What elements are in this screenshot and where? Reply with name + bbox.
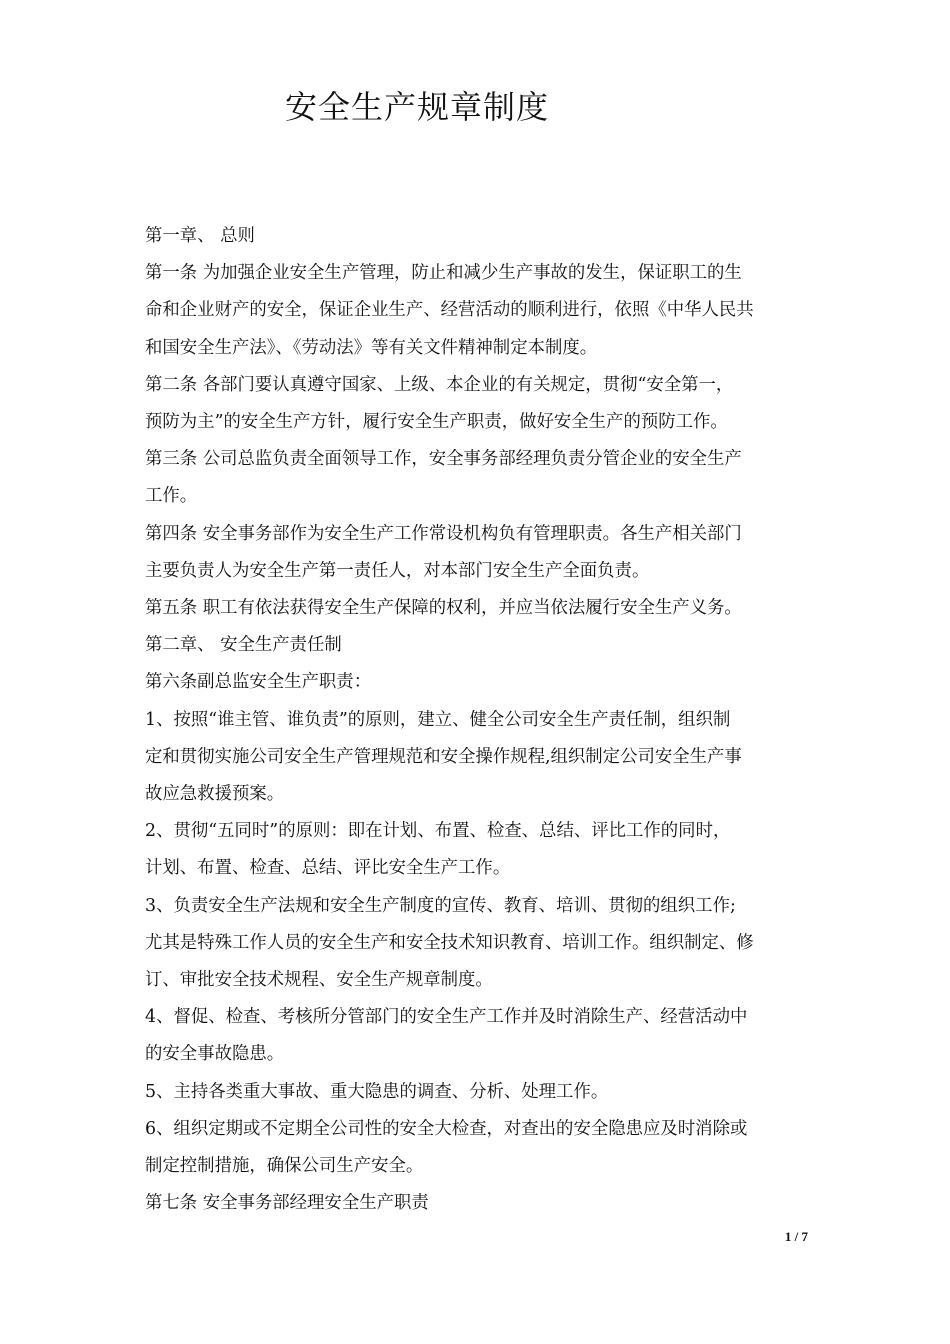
text-line: 1、按照“谁主管、谁负责”的原则，建立、健全公司安全生产责任制，组织制: [145, 709, 731, 730]
text-line: 第四条 安全事务部作为安全生产工作常设机构负有管理职责。各生产相关部门: [145, 523, 742, 544]
chapter-heading: 第二章、 安全生产责任制: [145, 635, 342, 656]
document-title: 安全生产规章制度: [285, 88, 550, 127]
chapter-heading: 第一章、 总则: [145, 226, 255, 246]
text-line: 第五条 职工有依法获得安全生产保障的权利，并应当依法履行安全生产义务。: [145, 598, 742, 619]
text-line: 命和企业财产的安全，保证企业生产、经营活动的顺利进行，依照《中华人民共: [145, 300, 754, 321]
text-line: 2、贯彻“五同时”的原则：即在计划、布置、检查、总结、评比工作的同时，: [145, 821, 731, 842]
text-line: 和国安全生产法》、《劳动法》等有关文件精神制定本制度。: [145, 337, 598, 358]
text-line: 预防为主”的安全生产方针，履行安全生产职责，做好安全生产的预防工作。: [145, 412, 728, 433]
text-line: 尤其是特殊工作人员的安全生产和安全技术知识教育、培训工作。组织制定、修: [145, 932, 754, 953]
text-line: 计划、布置、检查、总结、评比安全生产工作。: [145, 858, 511, 879]
text-line: 5、主持各类重大事故、重大隐患的调查、分析、处理工作。: [145, 1081, 609, 1102]
text-line: 定和贯彻实施公司安全生产管理规范和安全操作规程,组织制定公司安全生产事: [145, 746, 742, 767]
text-line: 第七条 安全事务部经理安全生产职责: [145, 1193, 429, 1214]
text-line: 故应急救援预案。: [145, 784, 285, 805]
text-line: 第一条 为加强企业安全生产管理，防止和减少生产事故的发生，保证职工的生: [145, 263, 742, 284]
text-line: 主要负责人为安全生产第一责任人，对本部门安全生产全面负责。: [145, 560, 650, 581]
text-line: 3、负责安全生产法规和安全生产制度的宣传、教育、培训、贯彻的组织工作;: [145, 895, 736, 916]
text-line: 第三条 公司总监负责全面领导工作，安全事务部经理负责分管企业的安全生产: [145, 449, 742, 470]
text-line: 的安全事故隐患。: [145, 1044, 285, 1065]
text-line: 6、组织定期或不定期全公司性的安全大检查，对查出的安全隐患应及时消除或: [145, 1118, 748, 1139]
document-body: [145, 218, 813, 1222]
page-number: 1 / 7: [784, 1229, 808, 1244]
text-line: 第二条 各部门要认真遵守国家、上级、本企业的有关规定，贯彻“安全第一，: [145, 374, 734, 395]
text-line: 第六条副总监安全生产职责：: [145, 672, 372, 693]
text-line: 订、审批安全技术规程、安全生产规章制度。: [145, 970, 493, 991]
text-line: 4、督促、检查、考核所分管部门的安全生产工作并及时消除生产、经营活动中: [145, 1007, 748, 1028]
text-line: 制定控制措施，确保公司生产安全。: [145, 1156, 424, 1177]
text-line: 工作。: [145, 486, 198, 507]
